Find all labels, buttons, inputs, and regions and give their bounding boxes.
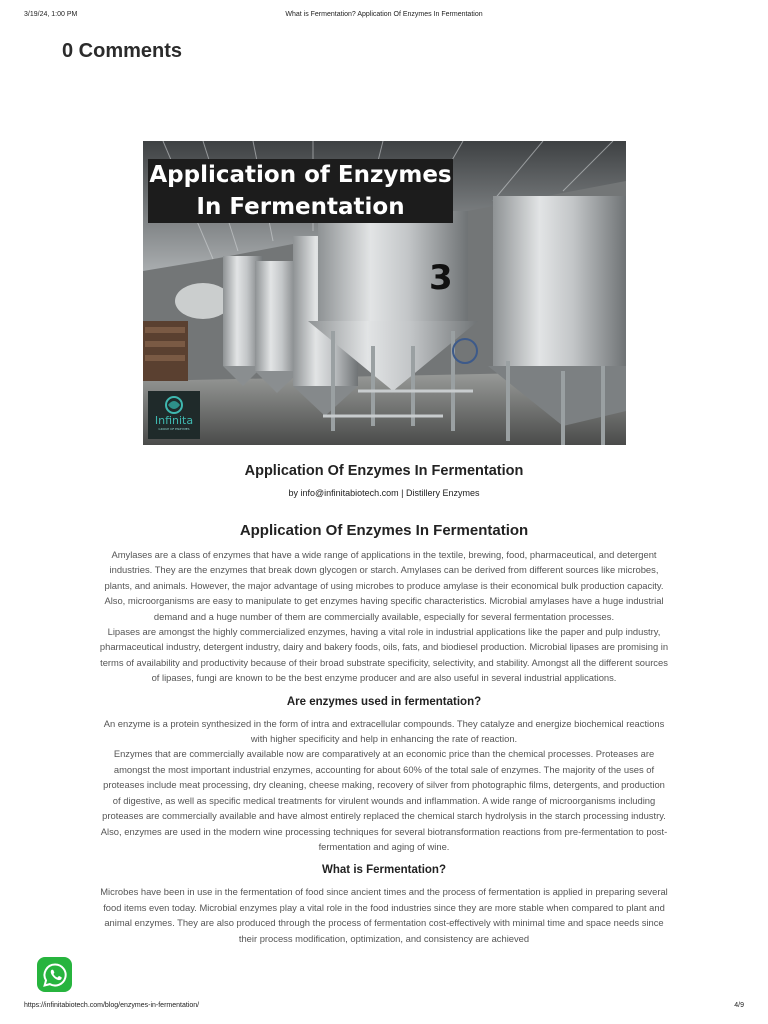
paragraph-proteases: Enzymes that are commercially available now are comparatively at an economic price than the chemical processes. Proteases are amongst the most important industrial enzymes, accounting for about 60% of the total sale of enzymes. The majority of the uses of proteases include meat processing, dry cleaning, cheese making, recovery of silver from photographic films, detergents, and production of digestive, as well as specific medical treatments for virulent wounds and inflammation. A wide range of microorganisms including proteases are commercially available and have almost entirely replaced the chemical starch hydrolysis in the starch processing industry. Also, enzymes are used in the modern wine processing techniques for several biotransformation reactions from pre-fermentation to post-fermentation and aging of wine.: [100, 748, 668, 852]
logo-subtext: GROUP OF ENZYMES: [158, 427, 190, 431]
article-body: [98, 521, 670, 946]
infinita-logo-icon: [164, 395, 184, 415]
whatsapp-icon: [42, 962, 68, 988]
infinita-logo: [148, 391, 200, 439]
comments-title: 0 Comments: [62, 40, 183, 62]
hero-banner: [148, 159, 453, 223]
print-page-number: 4/9: [734, 1002, 744, 1009]
category-link[interactable]: Distillery Enzymes: [406, 488, 480, 498]
paragraph-amylases: Amylases are a class of enzymes that have a wide range of applications in the textile, brewing, food, pharmaceutical, and detergent industries. They are the enzymes that break down glycogen or starch. Amylases can be derived from different sources like microbes, plants, and animals. However, the major advantage of using microbes to produce amylase is their economical bulk production capacity. Also, microorganisms are easy to manipulate to get enzymes having specific characteristics. Microbial amylases have a huge industrial demand and a huge number of them are commercially available, especially for several fermentation processes.: [104, 549, 664, 622]
byline-prefix: by: [288, 488, 301, 498]
paragraph-microbes: Microbes have been in use in the fermentation of food since ancient times and the process of fermentation is applied in preparing several food items even today. Microbial enzymes play a vital role in the food industries since they are more stable when compared to plant and animal enzymes. They are also produced through the process of fermentation cost-effectively with minimal time and space needs since their process modification, optimization, and consistency are achieved: [100, 886, 668, 944]
logo-text: Infinita: [154, 414, 194, 427]
print-url: https://infinitabiotech.com/blog/enzymes-in-fermentation/: [24, 1002, 200, 1009]
hero-banner-line2: In Fermentation: [196, 194, 405, 220]
post-title: Application Of Enzymes In Fermentation: [244, 463, 524, 479]
whatsapp-button[interactable]: [37, 957, 72, 992]
article-heading: Application Of Enzymes In Fermentation: [239, 522, 529, 539]
heading-enzymes-used: Are enzymes used in fermentation?: [286, 695, 482, 708]
print-page-title: What is Fermentation? Application Of Enzymes In Fermentation: [285, 11, 483, 18]
tank-number: 3: [429, 258, 453, 298]
paragraph-enzyme-definition: An enzyme is a protein synthesized in the form of intra and extracellular compounds. They catalyze and energize biochemical reactions with higher specificity and help in enhancing the rate of reaction.: [103, 717, 665, 745]
post-byline: [0, 488, 768, 498]
print-date: 3/19/24, 1:00 PM: [24, 11, 78, 18]
hero-banner-line1: Application of Enzymes: [149, 162, 452, 188]
heading-what-is-fermentation: What is Fermentation?: [322, 864, 446, 877]
author-link[interactable]: info@infinitabiotech.com: [300, 488, 399, 498]
paragraph-lipases: Lipases are amongst the highly commercialized enzymes, having a vital role in industrial applications like the paper and pulp industry, pharmaceutical industry, detergent industry, dairy and bakery foods, oils, fats, and biodiesel production. Microbial lipases are promising in terms of availability and productivity because of their broad substrate specificity, selectivity, and stability. Amongst all the different sources of lipases, fungi are known to be the best enzyme producer and are also useful in several industrial applications.: [99, 626, 669, 684]
byline-separator: |: [398, 488, 407, 498]
hero-image: [143, 141, 626, 445]
